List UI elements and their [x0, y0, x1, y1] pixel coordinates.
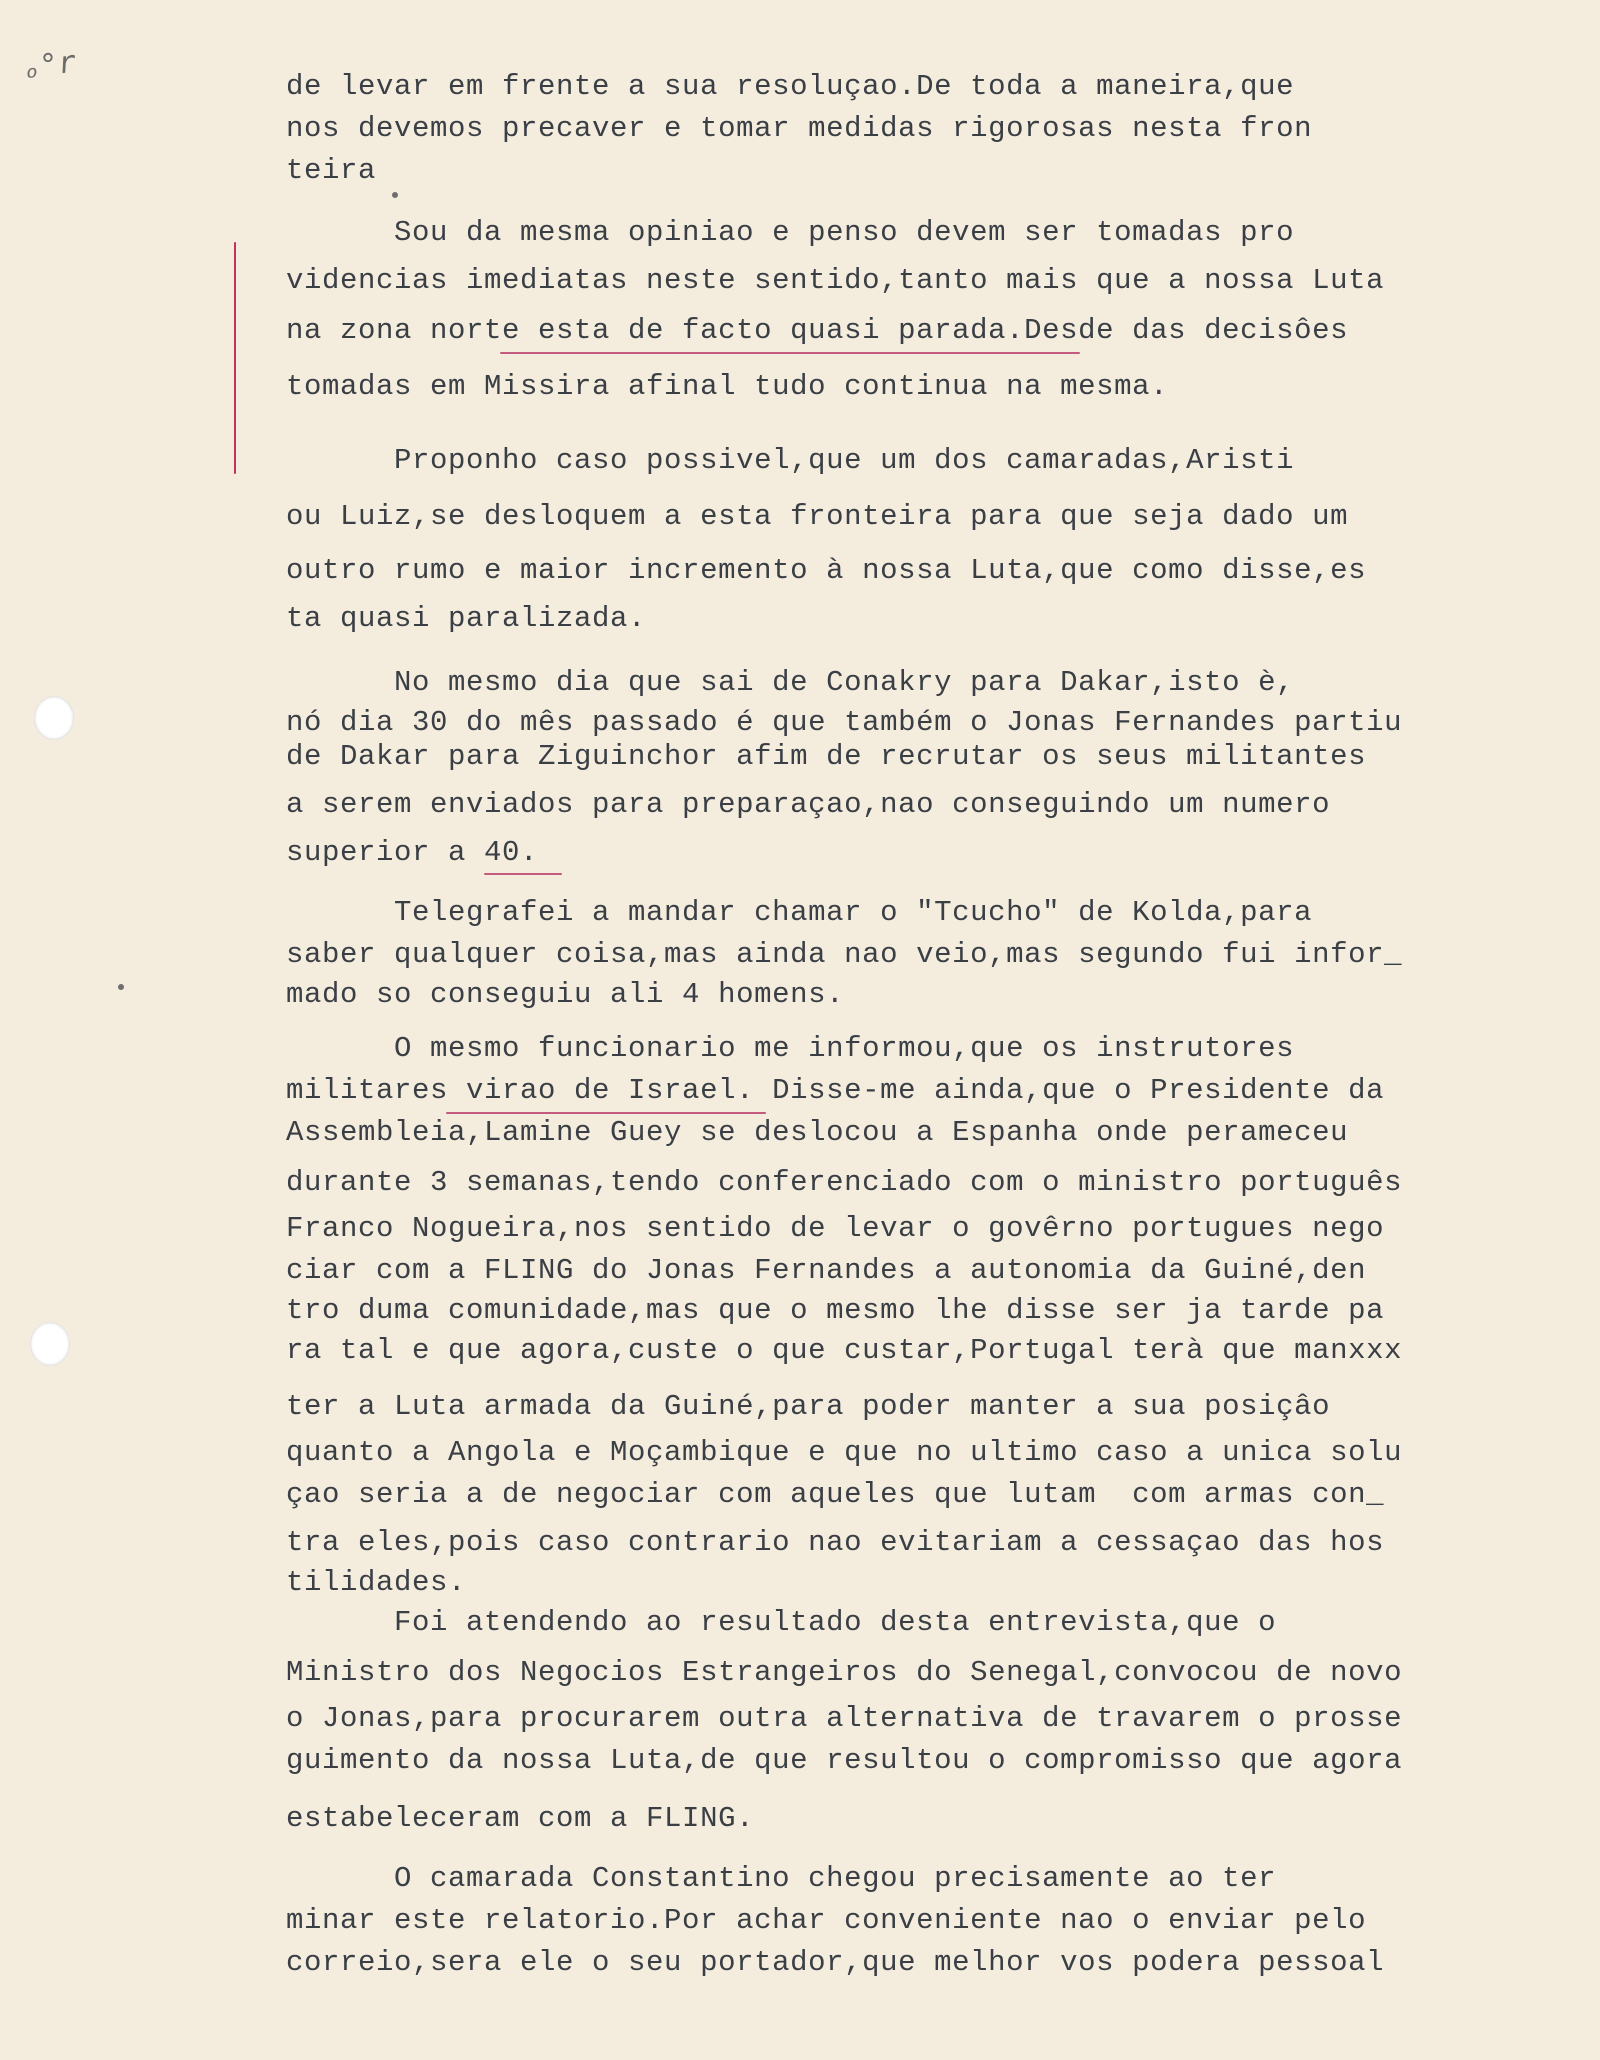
text-line: tro duma comunidade,mas que o mesmo lhe disse ser ja tarde pa: [286, 1294, 1385, 1327]
text-line: quanto a Angola e Moçambique e que no ultimo caso a unica solu: [286, 1436, 1403, 1469]
underline-annotation: [446, 1112, 766, 1114]
text-line: superior a 40.: [286, 836, 539, 869]
margin-annotation-line: [234, 242, 236, 474]
text-line: a serem enviados para preparaçao,nao conseguindo um numero: [286, 788, 1331, 821]
text-line: ter a Luta armada da Guiné,para poder manter a sua posiçâo: [286, 1390, 1331, 1423]
text-line: teira: [286, 154, 377, 187]
text-line: estabeleceram com a FLING.: [286, 1802, 755, 1835]
text-line: saber qualquer coisa,mas ainda nao veio,mas segundo fui infor_: [286, 938, 1403, 971]
text-line: videncias imediatas neste sentido,tanto mais que a nossa Luta: [286, 264, 1385, 297]
punch-hole-bottom: [30, 1322, 70, 1366]
text-line: O camarada Constantino chegou precisamente ao ter: [286, 1862, 1277, 1895]
text-line: ou Luiz,se desloquem a esta fronteira para que seja dado um: [286, 500, 1349, 533]
text-line: ra tal e que agora,custe o que custar,Portugal terà que manxxx: [286, 1334, 1403, 1367]
underline-annotation: [500, 352, 1080, 354]
text-line: ciar com a FLING do Jonas Fernandes a autonomia da Guiné,den: [286, 1254, 1367, 1287]
text-line: Franco Nogueira,nos sentido de levar o govêrno portugues nego: [286, 1212, 1385, 1245]
text-line: Assembleia,Lamine Guey se deslocou a Espanha onde perameceu: [286, 1116, 1349, 1149]
corner-handwritten-mark: ₒ°r: [19, 44, 79, 87]
text-line: No mesmo dia que sai de Conakry para Dakar,isto è,: [286, 666, 1295, 699]
text-line: durante 3 semanas,tendo conferenciado com o ministro português: [286, 1166, 1403, 1199]
stray-dot: [118, 984, 124, 990]
text-line: Telegrafei a mandar chamar o "Tcucho" de Kolda,para: [286, 896, 1313, 929]
text-line: tra eles,pois caso contrario nao evitariam a cessaçao das hos: [286, 1526, 1385, 1559]
stray-dot: [392, 192, 398, 198]
text-line: guimento da nossa Luta,de que resultou o compromisso que agora: [286, 1744, 1403, 1777]
text-line: nó dia 30 do mês passado é que também o Jonas Fernandes partiu: [286, 706, 1403, 739]
text-line: nos devemos precaver e tomar medidas rigorosas nesta fron: [286, 112, 1313, 145]
punch-hole-top: [34, 696, 74, 740]
text-line: Ministro dos Negocios Estrangeiros do Senegal,convocou de novo: [286, 1656, 1403, 1689]
text-line: tomadas em Missira afinal tudo continua na mesma.: [286, 370, 1169, 403]
text-line: O mesmo funcionario me informou,que os instrutores: [286, 1032, 1295, 1065]
text-line: na zona norte esta de facto quasi parada.Desde das decisôes: [286, 314, 1349, 347]
text-line: Foi atendendo ao resultado desta entrevista,que o: [286, 1606, 1277, 1639]
underline-annotation: [484, 873, 562, 875]
text-line: tilidades.: [286, 1566, 467, 1599]
text-line: de Dakar para Ziguinchor afim de recrutar os seus militantes: [286, 740, 1367, 773]
text-line: Sou da mesma opiniao e penso devem ser tomadas pro: [286, 216, 1295, 249]
text-line: correio,sera ele o seu portador,que melhor vos podera pessoal: [286, 1946, 1385, 1979]
text-line: outro rumo e maior incremento à nossa Luta,que como disse,es: [286, 554, 1367, 587]
text-line: de levar em frente a sua resoluçao.De toda a maneira,que: [286, 70, 1295, 103]
text-line: o Jonas,para procurarem outra alternativa de travarem o prosse: [286, 1702, 1403, 1735]
text-line: mado so conseguiu ali 4 homens.: [286, 978, 845, 1011]
text-line: çao seria a de negociar com aqueles que lutam com armas con_: [286, 1478, 1385, 1511]
text-line: militares virao de Israel. Disse-me ainda,que o Presidente da: [286, 1074, 1385, 1107]
text-line: minar este relatorio.Por achar conveniente nao o enviar pelo: [286, 1904, 1367, 1937]
text-line: Proponho caso possivel,que um dos camaradas,Aristi: [286, 444, 1295, 477]
text-line: ta quasi paralizada.: [286, 602, 647, 635]
